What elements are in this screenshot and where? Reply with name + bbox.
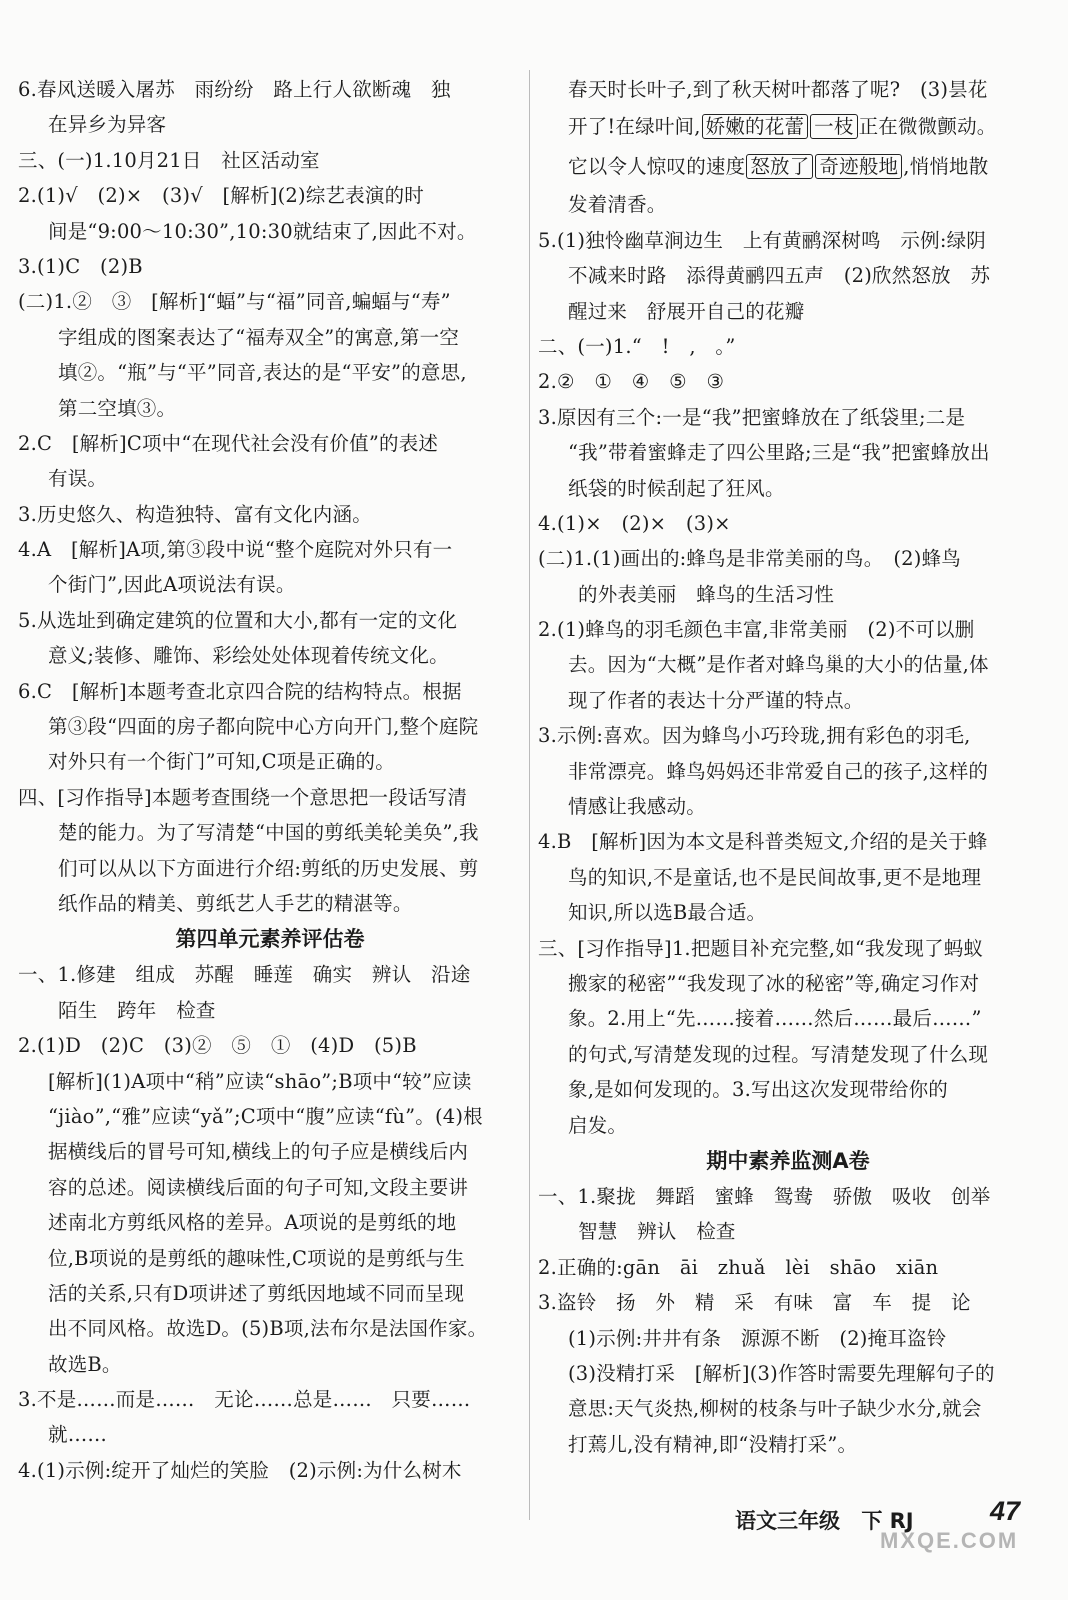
text-line: 情感让我感动。	[568, 795, 706, 819]
text-line: 3.盗铃 扬 外 精 采 有味 富 车 提 论	[538, 1291, 971, 1315]
text-line: 们可以从以下方面进行介绍:剪纸的历史发展、剪	[58, 856, 479, 880]
text-line: 3.(1)C (2)B	[18, 254, 143, 278]
text-line: 3.历史悠久、构造独特、富有文化内涵。	[18, 502, 372, 526]
boxed-answer: 一枝	[810, 114, 857, 139]
text-line: 5.从选址到确定建筑的位置和大小,都有一定的文化	[18, 608, 458, 632]
text-line: 打蔫儿,没有精神,即“没精打采”。	[568, 1432, 858, 1456]
boxed-answer: 怒放了	[746, 154, 813, 179]
text-line: 陌生 跨年 检查	[58, 998, 216, 1022]
text-line: 个街门”,因此A项说法有误。	[48, 573, 296, 597]
text-line: 纸作品的精美、剪纸艺人手艺的精湛等。	[58, 891, 413, 915]
text-line: 出不同风格。故选D。(5)B项,法布尔是法国作家。	[48, 1317, 488, 1341]
boxed-answer: 奇迹般地	[815, 154, 902, 179]
text-line: 据横线后的冒号可知,横线上的句子应是横线后内	[48, 1140, 469, 1164]
page-number: 47	[990, 1496, 1021, 1526]
text-line: 象。2.用上“先……接着……然后……最后……”	[568, 1007, 982, 1031]
text-line: 4.(1)示例:绽开了灿烂的笑脸 (2)示例:为什么树木	[18, 1458, 462, 1482]
text-line: 6.C [解析]本题考查北京四合院的结构特点。根据	[18, 679, 462, 703]
text-line: 3.示例:喜欢。因为蜂鸟小巧玲珑,拥有彩色的羽毛,	[538, 724, 971, 748]
text-line: 2.正确的:gān āi zhuǎ lèi shāo xiān	[538, 1255, 939, 1279]
text-line: 6.春风送暖入屠苏 雨纷纷 路上行人欲断魂 独	[18, 78, 451, 101]
text-line: 纸袋的时候刮起了狂风。	[568, 476, 785, 500]
text-line: 填②。“瓶”与“平”同音,表达的是“平安”的意思,	[58, 361, 467, 385]
text-line-boxed	[538, 107, 1038, 147]
text-line: 四、[习作指导]本题考查围绕一个意思把一段话写清	[18, 785, 468, 809]
text-line: 活的关系,只有D项讲述了剪纸因地域不同而呈现	[48, 1281, 465, 1305]
section-title: 期中素养监测A卷	[706, 1148, 870, 1173]
watermark: MXQE.COM	[880, 1528, 1019, 1553]
text-line: 4.B [解析]因为本文是科普类短文,介绍的是关于蜂	[538, 830, 988, 854]
text-line: 述南北方剪纸风格的差异。A项说的是剪纸的地	[48, 1211, 457, 1235]
text-line: 启发。	[568, 1113, 628, 1137]
text-segment: 正在微微颤动。	[858, 115, 997, 139]
text-line: 醒过来 舒展开自己的花瓣	[568, 299, 805, 323]
text-line: 一、1.聚拢 舞蹈 蜜蜂 鸳鸯 骄傲 吸收 创举	[538, 1184, 991, 1208]
text-line: 2.(1)√ (2)× (3)√ [解析](2)综艺表演的时	[18, 184, 424, 208]
text-line: 4.A [解析]A项,第③段中说“整个庭院对外只有一	[18, 538, 453, 562]
text-line: 2.② ① ④ ⑤ ③	[538, 370, 725, 394]
text-line: 位,B项说的是剪纸的趣味性,C项说的是剪纸与生	[48, 1246, 465, 1270]
text-line: 就……	[48, 1423, 108, 1447]
text-line: 春天时长叶子,到了秋天树叶都落了呢? (3)昙花	[568, 78, 988, 101]
text-line: “我”带着蜜蜂走了四公里路;三是“我”把蜜蜂放出	[568, 441, 990, 465]
text-line: 4.(1)× (2)× (3)×	[538, 511, 731, 535]
text-line: (1)示例:井井有条 源源不断 (2)掩耳盗铃	[568, 1326, 947, 1350]
text-line: 对外只有一个街门”可知,C项是正确的。	[48, 750, 395, 774]
text-segment: 它以令人惊叹的速度	[568, 155, 746, 179]
text-line: 5.(1)独怜幽草涧边生 上有黄鹂深树鸣 示例:绿阴	[538, 228, 986, 252]
text-line: 象,是如何发现的。3.写出这次发现带给你的	[568, 1078, 949, 1102]
text-line: 智慧 辨认 检查	[578, 1220, 736, 1244]
text-line: 间是“9:00～10:30”,10:30就结束了,因此不对。	[48, 219, 477, 243]
text-line: 3.原因有三个:一是“我”把蜜蜂放在了纸袋里;二是	[538, 405, 966, 429]
text-line: 第二空填③。	[58, 396, 177, 420]
text-line: 搬家的秘密”“我发现了冰的秘密”等,确定习作对	[568, 971, 980, 995]
text-line: 三、(一)1.10月21日 社区活动室	[18, 148, 320, 172]
text-line: (二)1.② ③ [解析]“蝠”与“福”同音,蝙蝠与“寿”	[18, 290, 451, 314]
text-segment: ,悄悄地散	[903, 155, 989, 179]
text-line: 容的总述。阅读横线后面的句子可知,文段主要讲	[48, 1175, 469, 1199]
text-line: 非常漂亮。蜂鸟妈妈还非常爱自己的孩子,这样的	[568, 759, 989, 783]
text-line: 不减来时路 添得黄鹂四五声 (2)欣然怒放 苏	[568, 264, 991, 288]
text-line: 的外表美丽 蜂鸟的生活习性	[578, 582, 835, 606]
text-line: (二)1.(1)画出的:蜂鸟是非常美丽的鸟。 (2)蜂鸟	[538, 547, 961, 571]
text-line: 二、(一)1.“ ! , 。”	[538, 334, 736, 358]
text-line: 发着清香。	[568, 193, 667, 217]
text-line: 意思:天气炎热,柳树的枝条与叶子缺少水分,就会	[568, 1397, 982, 1421]
text-segment: 开了!在绿叶间,	[568, 115, 701, 139]
section-title: 第四单元素养评估卷	[175, 927, 365, 952]
boxed-answer: 娇嫩的花蕾	[702, 114, 809, 139]
text-line: 2.(1)蜂鸟的羽毛颜色丰富,非常美丽 (2)不可以删	[538, 618, 975, 642]
right-column	[538, 72, 1038, 1462]
text-line: 在异乡为异客	[48, 113, 167, 137]
text-line: 有误。	[48, 467, 108, 491]
text-line: 意义;装修、雕饰、彩绘处处体现着传统文化。	[48, 644, 449, 668]
footer-subject: 语文三年级	[735, 1509, 840, 1533]
text-line: 故选B。	[48, 1352, 122, 1376]
text-line: 楚的能力。为了写清楚“中国的剪纸美轮美奂”,我	[58, 821, 479, 845]
text-line: [解析](1)A项中“稍”应读“shāo”;B项中“较”应读	[48, 1069, 472, 1093]
text-line: 鸟的知识,不是童话,也不是民间故事,更不是地理	[568, 865, 982, 889]
text-line: 字组成的图案表达了“福寿双全”的寓意,第一空	[58, 325, 460, 349]
footer-edition: 下 RJ	[861, 1509, 914, 1533]
text-line: (3)没精打采 [解析](3)作答时需要先理解句子的	[568, 1361, 995, 1385]
text-line: 2.C [解析]C项中“在现代社会没有价值”的表述	[18, 431, 439, 455]
text-line: 三、[习作指导]1.把题目补充完整,如“我发现了蚂蚁	[538, 936, 984, 960]
text-line-boxed	[538, 147, 1038, 187]
text-line: 第③段“四面的房子都向院中心方向开门,整个庭院	[48, 715, 479, 739]
column-divider	[529, 70, 530, 1520]
text-line: 2.(1)D (2)C (3)② ⑤ ① (4)D (5)B	[18, 1034, 417, 1058]
text-line: 一、1.修建 组成 苏醒 睡莲 确实 辨认 沿途	[18, 963, 471, 987]
text-line: 3.不是……而是…… 无论……总是…… 只要……	[18, 1388, 471, 1412]
text-line: 的句式,写清楚发现的过程。写清楚发现了什么现	[568, 1042, 989, 1066]
text-line: 知识,所以选B最合适。	[568, 901, 767, 925]
text-line: 去。因为“大概”是作者对蜂鸟巢的大小的估量,体	[568, 653, 989, 677]
text-line: 现了作者的表达十分严谨的特点。	[568, 688, 864, 712]
text-line: “jiào”,“雅”应读“yǎ”;C项中“腹”应读“fù”。(4)根	[48, 1104, 483, 1128]
left-column	[18, 72, 522, 1488]
